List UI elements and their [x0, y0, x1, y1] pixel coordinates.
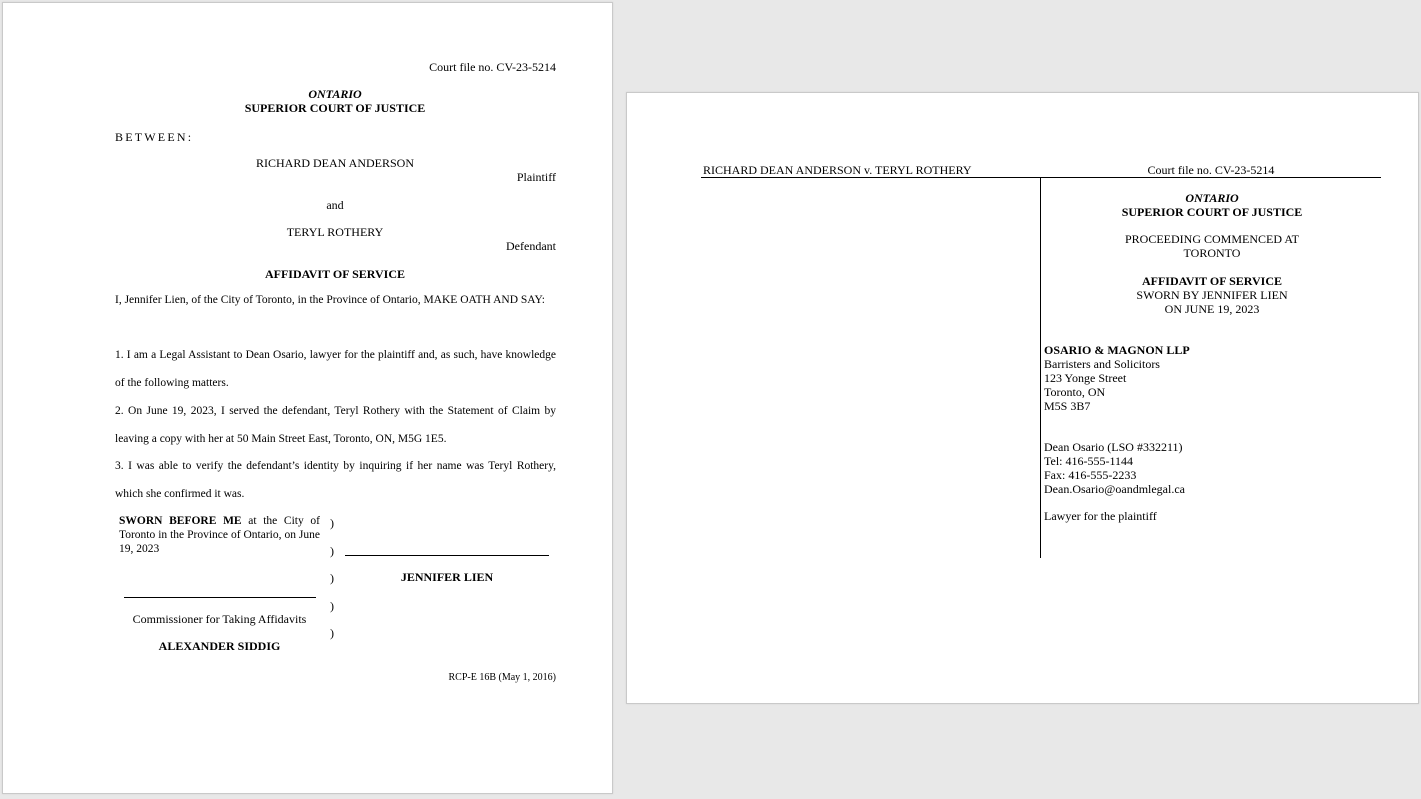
bracket: ) — [330, 599, 334, 613]
bracket: ) — [330, 571, 334, 585]
jurisdiction: ONTARIO — [1185, 191, 1239, 205]
firm-street: 123 Yonge Street — [1044, 371, 1127, 385]
lawyer-email: Dean.Osario@oandmlegal.ca — [1044, 482, 1185, 496]
jurat-heading: SWORN BEFORE ME — [119, 515, 242, 527]
proceeding-location: PROCEEDING COMMENCED AT — [1124, 232, 1299, 246]
plaintiff-role: Plaintiff — [516, 170, 556, 184]
proceeding-city: TORONTO — [1183, 246, 1241, 260]
lawyer-name: Dean Osario (LSO #332211) — [1044, 440, 1183, 454]
document-title: AFFIDAVIT OF SERVICE — [264, 267, 406, 281]
jurisdiction: ONTARIO — [308, 87, 362, 101]
sworn-date: ON JUNE 19, 2023 — [1164, 302, 1260, 316]
lawyer-phone: Tel: 416-555-1144 — [1044, 454, 1134, 468]
paragraph-2: 2. On June 19, 2023, I served the defendant, Teryl Rothery with the Statement of Claim by leaving a copy with her at 50 Main Street East, Toronto, ON, M5G 1E5. — [115, 405, 556, 445]
bracket: ) — [330, 544, 334, 558]
header-rule — [701, 177, 1381, 178]
affidavit-page — [2, 2, 613, 794]
document-title: AFFIDAVIT OF SERVICE — [1141, 274, 1283, 288]
firm-type: Barristers and Solicitors — [1044, 357, 1160, 371]
form-number: RCP-E 16B (May 1, 2016) — [448, 672, 556, 683]
commissioner-label: Commissioner for Taking Affidavits — [132, 612, 307, 626]
between-label: BETWEEN: — [115, 130, 194, 144]
commissioner-signature-line — [124, 597, 316, 598]
firm-postal-code: M5S 3B7 — [1044, 399, 1091, 413]
deponent-name: JENNIFER LIEN — [400, 570, 494, 584]
lawyer-fax: Fax: 416-555-2233 — [1044, 468, 1137, 482]
bracket: ) — [330, 626, 334, 640]
firm-name: OSARIO & MAGNON LLP — [1044, 343, 1190, 357]
jurat — [119, 514, 320, 556]
column-rule — [1040, 177, 1041, 558]
court-file-number: Court file no. CV-23-5214 — [429, 60, 556, 74]
court-file-number: Court file no. CV-23-5214 — [1147, 163, 1275, 177]
paragraph-1: 1. I am a Legal Assistant to Dean Osario, lawyer for the plaintiff and, as such, have knowledge of the following matters. — [115, 349, 556, 389]
sworn-by: SWORN BY JENNIFER LIEN — [1136, 288, 1288, 302]
defendant-role: Defendant — [506, 239, 556, 253]
court-name: SUPERIOR COURT OF JUSTICE — [1121, 205, 1303, 219]
jurat-text: at the City of Toronto in the Province of Ontario, on June 19, 2023 — [119, 515, 320, 555]
court-name: SUPERIOR COURT OF JUSTICE — [244, 101, 426, 115]
bracket: ) — [330, 516, 334, 530]
paragraph-3: 3. I was able to verify the defendant’s identity by inquiring if her name was Teryl Rothery, which she confirmed it was. — [115, 460, 556, 500]
defendant-name: TERYL ROTHERY — [286, 225, 384, 239]
plaintiff-name: RICHARD DEAN ANDERSON — [255, 156, 414, 170]
lawyer-role: Lawyer for the plaintiff — [1044, 509, 1157, 523]
commissioner-name: ALEXANDER SIDDIG — [158, 639, 281, 653]
intro-paragraph: I, Jennifer Lien, of the City of Toronto, in the Province of Ontario, MAKE OATH AND SAY: — [115, 294, 545, 306]
firm-city: Toronto, ON — [1044, 385, 1106, 399]
and-label: and — [326, 198, 344, 212]
deponent-signature-line — [345, 555, 549, 556]
backsheet-page — [626, 92, 1419, 704]
case-title: RICHARD DEAN ANDERSON v. TERYL ROTHERY — [703, 163, 972, 177]
